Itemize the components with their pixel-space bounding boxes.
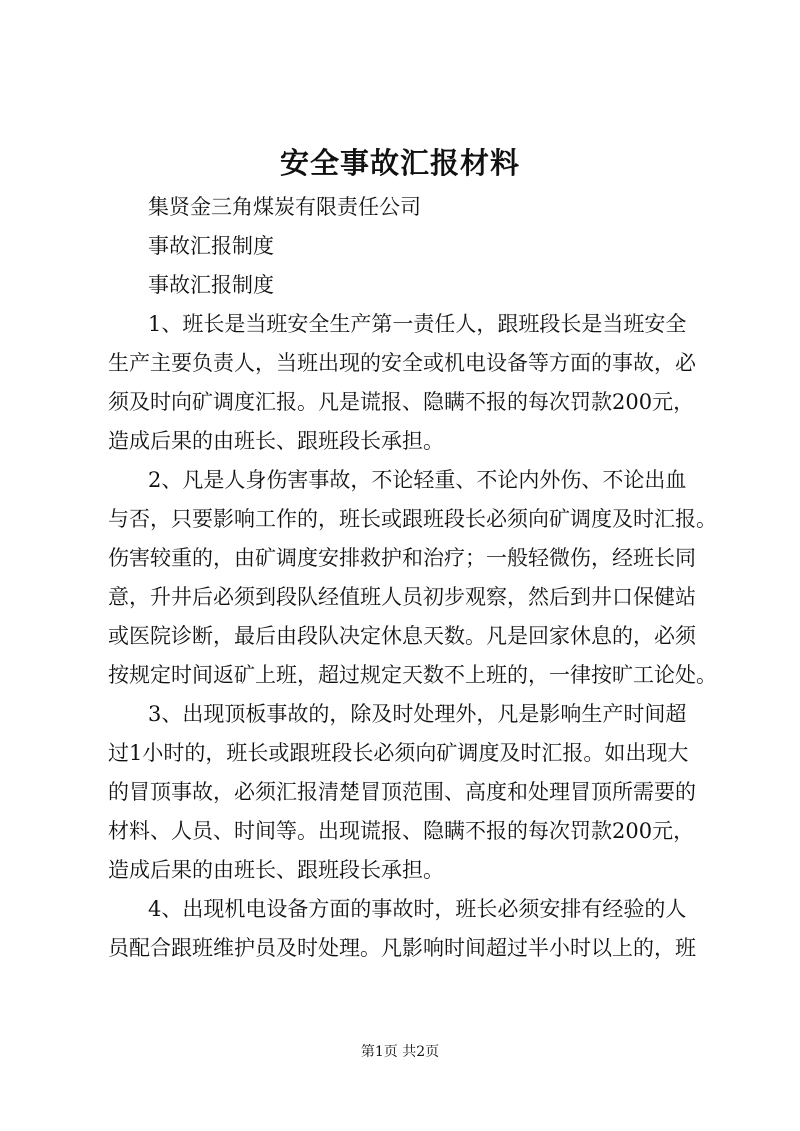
paragraph-line: 造成后果的由班长、跟班段长承担。 xyxy=(108,429,444,453)
document-title: 安全事故汇报材料 xyxy=(279,146,520,180)
paragraph-line: 按规定时间返矿上班，超过规定天数不上班的，一律按旷工论处。 xyxy=(108,663,717,687)
paragraph-line: 材料、人员、时间等。出现谎报、隐瞒不报的每次罚款200元， xyxy=(108,819,695,843)
paragraph-line: 2、凡是人身伤害事故，不论轻重、不论内外伤、不论出血 xyxy=(148,468,687,492)
company-name: 集贤金三角煤炭有限责任公司 xyxy=(148,195,421,219)
paragraph-line: 4、出现机电设备方面的事故时，班长必须安排有经验的人 xyxy=(148,897,687,921)
section-heading: 事故汇报制度 xyxy=(148,273,274,297)
paragraph-line: 须及时向矿调度汇报。凡是谎报、隐瞒不报的每次罚款200元， xyxy=(108,390,695,414)
section-heading: 事故汇报制度 xyxy=(148,234,274,258)
paragraph-line: 1、班长是当班安全生产第一责任人，跟班段长是当班安全 xyxy=(148,312,687,336)
paragraph-line: 的冒顶事故，必须汇报清楚冒顶范围、高度和处理冒顶所需要的 xyxy=(108,780,696,804)
paragraph-line: 与否，只要影响工作的，班长或跟班段长必须向矿调度及时汇报。 xyxy=(108,507,717,531)
paragraph-line: 生产主要负责人，当班出现的安全或机电设备等方面的事故，必 xyxy=(108,351,696,375)
paragraph-line: 员配合跟班维护员及时处理。凡影响时间超过半小时以上的，班 xyxy=(108,936,696,960)
paragraph-2 xyxy=(108,461,717,695)
paragraph-line: 造成后果的由班长、跟班段长承担。 xyxy=(108,858,444,882)
page-footer: 第1页 共2页 xyxy=(360,1044,440,1060)
paragraph-4 xyxy=(108,890,698,968)
paragraph-1 xyxy=(108,305,698,461)
paragraph-line: 过1小时的，班长或跟班段长必须向矿调度及时汇报。如出现大 xyxy=(108,741,689,765)
paragraph-line: 伤害较重的，由矿调度安排救护和治疗；一般轻微伤，经班长同 xyxy=(108,546,696,570)
document-body xyxy=(108,188,717,968)
paragraph-3 xyxy=(108,695,698,890)
paragraph-line: 或医院诊断，最后由段队决定休息天数。凡是回家休息的，必须 xyxy=(108,624,696,648)
paragraph-line: 意，升井后必须到段队经值班人员初步观察，然后到井口保健站 xyxy=(108,585,696,609)
paragraph-line: 3、出现顶板事故的，除及时处理外，凡是影响生产时间超 xyxy=(148,702,687,726)
